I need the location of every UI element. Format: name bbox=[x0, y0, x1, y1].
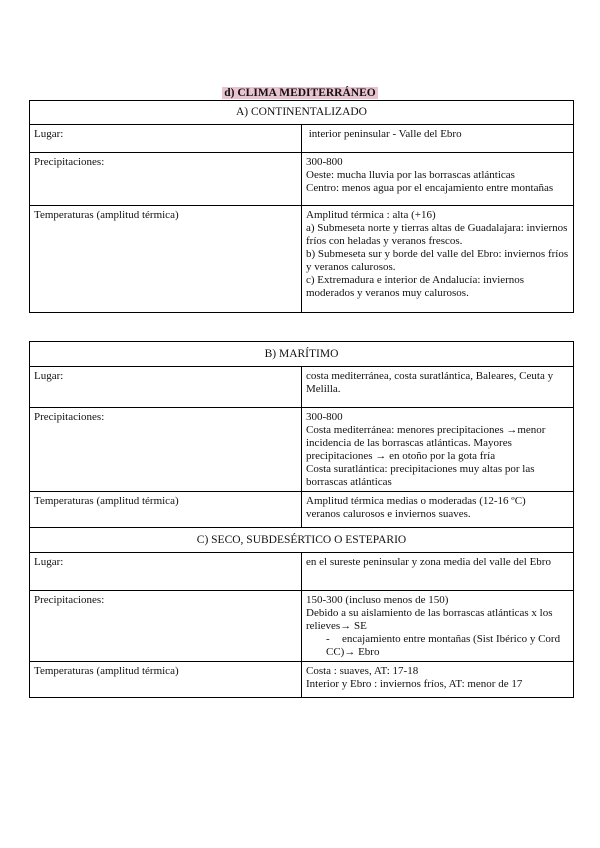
text-line: Costa : suaves, AT: 17-18 bbox=[306, 665, 419, 677]
text-line: 150-300 (incluso menos de 150) bbox=[306, 594, 449, 606]
lugar-label: Lugar: bbox=[30, 553, 302, 591]
temperaturas-value bbox=[302, 662, 574, 698]
text-line: c) Extremadura e interior de Andalucía: inviernos moderados y veranos muy calurosos. bbox=[306, 274, 525, 299]
precipitaciones-value bbox=[302, 153, 574, 206]
temperaturas-label: Temperaturas (amplitud térmica) bbox=[30, 662, 302, 698]
precipitaciones-label: Precipitaciones: bbox=[30, 591, 302, 662]
document-title bbox=[0, 87, 600, 99]
lugar-label: Lugar: bbox=[30, 367, 302, 408]
temperaturas-label: Temperaturas (amplitud térmica) bbox=[30, 492, 302, 528]
temperaturas-label: Temperaturas (amplitud térmica) bbox=[30, 206, 302, 313]
precipitaciones-value bbox=[302, 591, 574, 662]
text-line: Interior y Ebro : inviernos fríos, AT: menor de 17 bbox=[306, 678, 523, 690]
text-line: Amplitud térmica medias o moderadas (12-16 ºC) bbox=[306, 495, 526, 507]
dash-bullet-icon: - bbox=[326, 633, 330, 645]
text-line: a) Submeseta norte y tierras altas de Guadalajara: inviernos fríos con heladas y veranos frescos. bbox=[306, 222, 568, 247]
temperaturas-value bbox=[302, 492, 574, 528]
section-heading: A) CONTINENTALIZADO bbox=[30, 101, 574, 125]
text-line: veranos calurosos e inviernos suaves. bbox=[306, 508, 471, 520]
text-line: Amplitud térmica : alta (+16) bbox=[306, 209, 436, 221]
section-heading: B) MARÍTIMO bbox=[30, 342, 574, 367]
text-line: 300-800 bbox=[306, 156, 343, 168]
text-line: 300-800 bbox=[306, 411, 343, 423]
temperaturas-value bbox=[302, 206, 574, 313]
climate-table-continentalizado bbox=[29, 100, 574, 313]
text-line: Debido a su aislamiento de las borrascas atlánticas x los relieves→ SE bbox=[306, 607, 553, 632]
precipitaciones-label: Precipitaciones: bbox=[30, 153, 302, 206]
precipitaciones-label: Precipitaciones: bbox=[30, 408, 302, 492]
text-line: Costa mediterránea: menores precipitaciones →menor incidencia de las borrascas atlánticas. Mayores precipitaciones → en otoño por la gota fría bbox=[306, 424, 546, 462]
climate-table-maritimo bbox=[29, 341, 574, 528]
bullet-text: encajamiento entre montañas (Sist Ibérico y Cord CC)→ Ebro bbox=[326, 633, 561, 658]
climate-table-seco bbox=[29, 527, 574, 698]
lugar-label: Lugar: bbox=[30, 125, 302, 153]
section-heading: C) SECO, SUBDESÉRTICO O ESTEPARIO bbox=[30, 528, 574, 553]
text-line: b) Submeseta sur y borde del valle del Ebro: inviernos fríos y veranos calurosos. bbox=[306, 248, 569, 273]
bullet-item bbox=[306, 633, 569, 659]
text-line: Centro: menos agua por el encajamiento entre montañas bbox=[306, 182, 554, 194]
lugar-value: en el sureste peninsular y zona media del valle del Ebro bbox=[302, 553, 574, 591]
lugar-value: costa mediterránea, costa suratlántica, Baleares, Ceuta y Melilla. bbox=[302, 367, 574, 408]
precipitaciones-value bbox=[302, 408, 574, 492]
text-line: Oeste: mucha lluvia por las borrascas atlánticas bbox=[306, 169, 515, 181]
text-line: Costa suratlántica: precipitaciones muy altas por las borrascas atlánticas bbox=[306, 463, 535, 488]
lugar-value: interior peninsular - Valle del Ebro bbox=[302, 125, 574, 153]
document-title-text: d) CLIMA MEDITERRÁNEO bbox=[224, 87, 376, 99]
